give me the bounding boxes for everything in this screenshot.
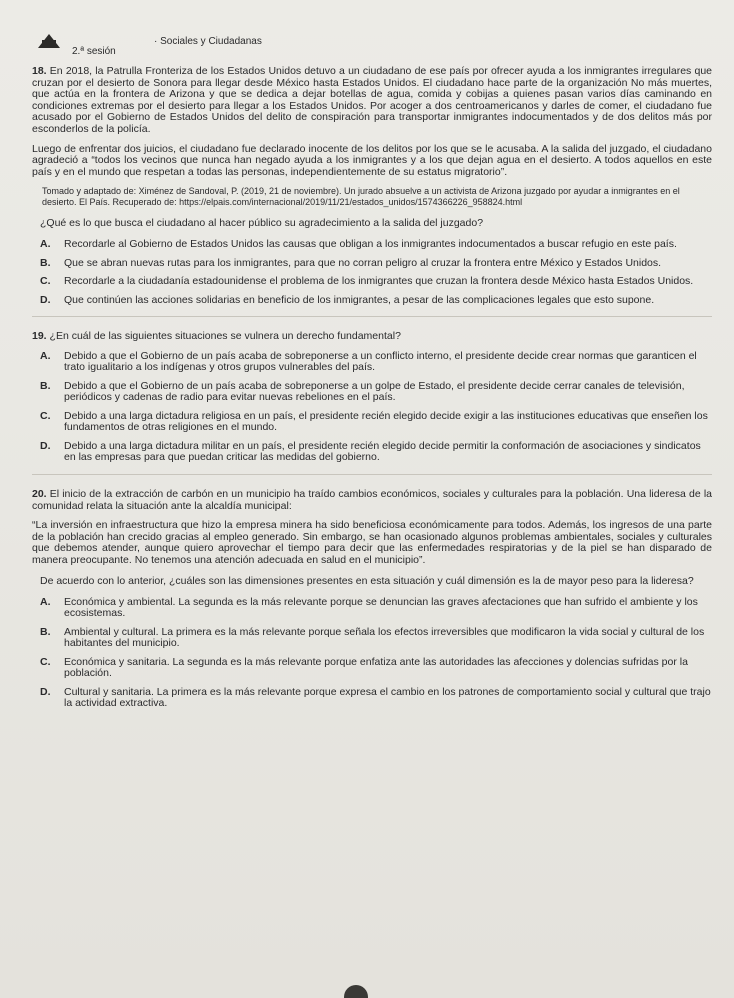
answer-option-d[interactable] bbox=[40, 441, 712, 464]
divider bbox=[32, 316, 712, 317]
option-text: Debido a una larga dictadura religiosa en un país, el presidente recién elegido decide exigir a las instituciones educativas que enseñen los fundamentos de otras religiones en el mundo. bbox=[64, 409, 708, 434]
question-20-options bbox=[40, 597, 712, 710]
option-letter: C. bbox=[40, 409, 51, 422]
corner-mark-icon bbox=[38, 34, 60, 48]
answer-option-c[interactable] bbox=[40, 657, 712, 680]
question-20-prompt: De acuerdo con lo anterior, ¿cuáles son las dimensiones presentes en esta situación y cuál dimensión es la de mayor peso para la lideresa? bbox=[40, 574, 694, 587]
option-text: Económica y sanitaria. La segunda es la más relevante porque enfatiza ante las autoridades las afecciones y dolencias sufridas por la población. bbox=[64, 655, 688, 679]
question-18-prompt: ¿Qué es lo que busca el ciudadano al hacer público su agradecimiento a la salida del juzgado? bbox=[40, 217, 484, 230]
option-letter: D. bbox=[40, 439, 51, 452]
question-18-options bbox=[40, 239, 712, 306]
leader-quote: “La inversión en infraestructura que hizo la empresa minera ha sido beneficiosa económicamente para todos. Además, los ingresos de una parte de la población han crecido gracias al empleo generado. Sin embargo, se han ocasionado algunos problemas ambientales, sociales y culturales que debemos atender, aunque quiero aprovechar el tiempo para decir que las enfermedades respiratorias y de la piel se han disparado de manera preocupante. No tenemos una atención adecuada en salud en el municipio”. bbox=[32, 519, 712, 566]
option-text: Recordarle al Gobierno de Estados Unidos las causas que obligan a los inmigrantes indocumentados a buscar refugio en este país. bbox=[64, 238, 677, 251]
answer-option-a[interactable] bbox=[40, 597, 712, 620]
question-19 bbox=[32, 331, 712, 464]
question-number: 18. bbox=[32, 65, 47, 77]
subject-label: · Sociales y Ciudadanas bbox=[154, 36, 262, 47]
question-body: El inicio de la extracción de carbón en un municipio ha traído cambios económicos, sociales y culturales para la población. Una lideresa de la comunidad relata la situación ante la alcaldía municipal: bbox=[32, 487, 712, 512]
option-letter: A. bbox=[40, 238, 51, 251]
question-20-text bbox=[32, 489, 712, 512]
option-letter: D. bbox=[40, 293, 51, 306]
option-text: Que continúen las acciones solidarias en beneficio de los inmigrantes, a pesar de las complicaciones legales que esto supone. bbox=[64, 293, 655, 306]
option-text: Económica y ambiental. La segunda es la más relevante porque se denuncian las graves afectaciones que han sufrido el ambiente y los ecosistemas. bbox=[64, 595, 698, 619]
answer-option-d[interactable] bbox=[40, 687, 712, 710]
option-text: Cultural y sanitaria. La primera es la más relevante porque expresa el cambio en los patrones de comportamiento social y cultural que trajo la actividad extractiva. bbox=[64, 685, 711, 709]
page-header bbox=[30, 30, 350, 64]
question-18-text bbox=[32, 66, 712, 136]
question-body: ¿En cuál de las siguientes situaciones se vulnera un derecho fundamental? bbox=[49, 330, 401, 343]
option-letter: C. bbox=[40, 275, 51, 288]
option-text: Que se abran nuevas rutas para los inmigrantes, para que no corran peligro al cruzar la frontera entre México y Estados Unidos. bbox=[64, 256, 662, 269]
question-body: En 2018, la Patrulla Fronteriza de los Estados Unidos detuvo a un ciudadano de ese país por ofrecer ayuda a los inmigrantes irregulares que cruzan por el desierto de Sonora para llegar desde México hasta Estados Unidos. El ciudadano hace parte de la organización No más muertes, que actúa en la frontera de Arizona y que se dedica a dejar botellas de agua, comida y cobijas a quienes pasan varios días caminando en condiciones extremas por el desierto para llegar a los Estados Unidos. Por acoger a dos centroamericanos y darles de comer, el ciudadano fue acusado por el Gobierno de Estados Unidos del delito de conspiración para transportar inmigrantes indocumentados y de dos delitos más por esconderlos de la policía. bbox=[32, 65, 712, 135]
option-letter: B. bbox=[40, 379, 51, 392]
question-19-options bbox=[40, 351, 712, 464]
option-text: Ambiental y cultural. La primera es la más relevante porque señala los efectos irreversibles que modificaron la vida social y cultural de los habitantes del municipio. bbox=[64, 625, 705, 649]
answer-option-c[interactable] bbox=[40, 276, 712, 288]
source-citation: Tomado y adaptado de: Ximénez de Sandoval, P. (2019, 21 de noviembre). Un jurado absuelve a un activista de Arizona juzgado por ayudar a inmigrantes en el desierto. El País. Recuperado de: https://elpais.com/internacional/2019/11/21/estados_unidos/1574366226_958824.html bbox=[42, 186, 680, 208]
question-18-paragraph-2: Luego de enfrentar dos juicios, el ciudadano fue declarado inocente de los delitos por los que se le acusaba. A la salida del juzgado, el ciudadano agradeció a “todos los vecinos que nunca han negado ayuda a los inmigrantes y a los que dejan agua en el desierto. A todos aquellos en este país y en el mundo que respetan a todas las personas, independientemente de su estatus migratorio”. bbox=[32, 142, 712, 178]
option-letter: B. bbox=[40, 625, 51, 638]
answer-option-a[interactable] bbox=[40, 239, 712, 251]
answer-option-a[interactable] bbox=[40, 351, 712, 374]
option-text: Debido a que el Gobierno de un país acaba de sobreponerse a un golpe de Estado, el presidente decide cerrar canales de televisión, periódicos y cadenas de radio para evitar nuevas rebeliones en el país. bbox=[64, 379, 685, 404]
question-number: 20. bbox=[32, 487, 47, 500]
option-letter: A. bbox=[40, 349, 51, 362]
option-letter: D. bbox=[40, 685, 51, 698]
divider bbox=[32, 474, 712, 475]
question-18 bbox=[32, 66, 712, 306]
answer-option-b[interactable] bbox=[40, 258, 712, 270]
answer-option-c[interactable] bbox=[40, 411, 712, 434]
option-text: Debido a que el Gobierno de un país acaba de sobreponerse a un conflicto interno, el presidente decide crear normas que garanticen el trato igualitario a los indígenas y otros grupos vulnerables del país. bbox=[64, 349, 697, 374]
option-text: Recordarle a la ciudadanía estadounidense el problema de los inmigrantes que cruzan la frontera desde México hasta Estados Unidos. bbox=[64, 275, 694, 288]
session-label: 2.ª sesión bbox=[72, 46, 116, 57]
option-letter: C. bbox=[40, 655, 51, 668]
questions-content bbox=[32, 66, 712, 717]
question-20 bbox=[32, 489, 712, 710]
option-letter: B. bbox=[40, 256, 51, 269]
answer-option-d[interactable] bbox=[40, 295, 712, 307]
answer-option-b[interactable] bbox=[40, 381, 712, 404]
registration-mark-icon bbox=[344, 985, 368, 998]
option-text: Debido a una larga dictadura militar en un país, el presidente recién elegido decide permitir la conformación de asociaciones y sindicatos en las empresas para que puedan criticar las medidas del gobierno. bbox=[64, 439, 701, 464]
answer-option-b[interactable] bbox=[40, 627, 712, 650]
option-letter: A. bbox=[40, 595, 51, 608]
question-19-text bbox=[32, 331, 712, 343]
question-number: 19. bbox=[32, 330, 47, 343]
